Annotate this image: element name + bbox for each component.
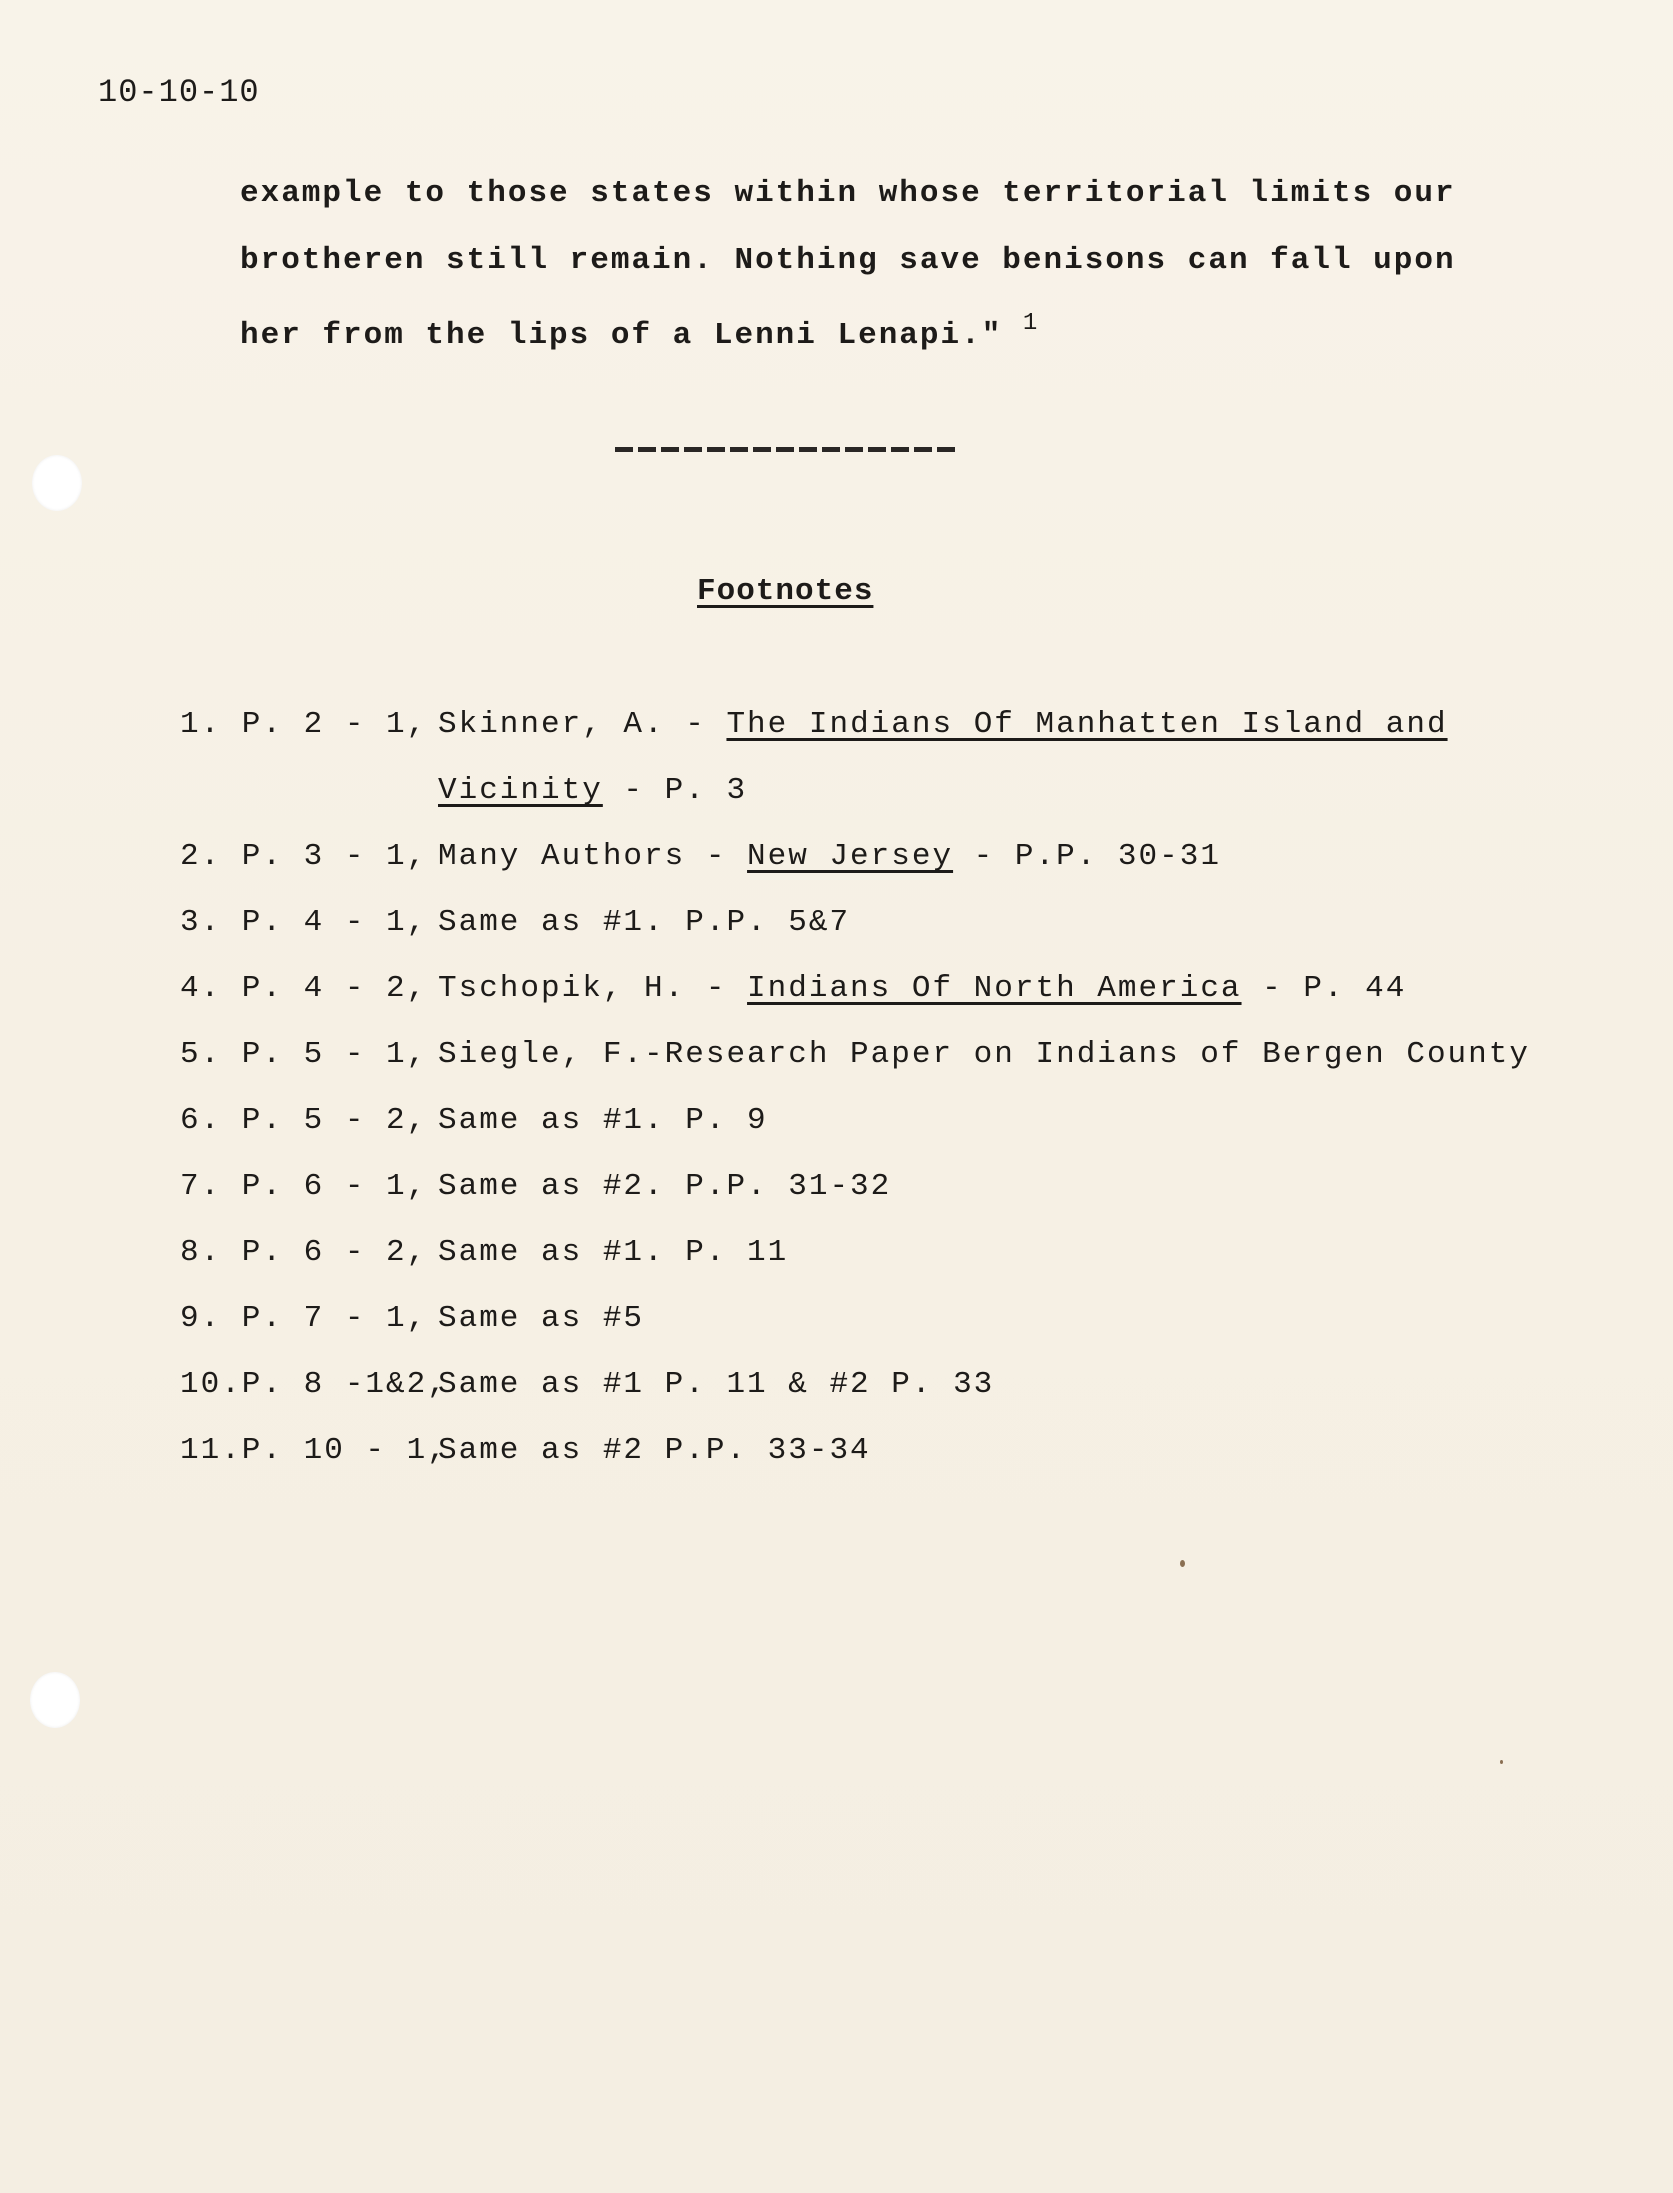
footnote-entry bbox=[180, 971, 1406, 1006]
footnote-entry bbox=[180, 1235, 788, 1270]
footnote-text: Same as #2. P.P. 31-32 bbox=[438, 1169, 892, 1204]
footnote-title: The Indians Of Manhatten Island and bbox=[726, 707, 1448, 742]
page-header-code: 10-10-10 bbox=[98, 74, 260, 111]
paragraph-line-text: her from the lips of a Lenni Lenapi." bbox=[240, 318, 1003, 353]
footnotes-heading: Footnotes bbox=[697, 574, 874, 609]
footnote-text: Same as #1 P. 11 & #2 P. 33 bbox=[438, 1367, 995, 1402]
footnote-text: - P. 44 bbox=[1241, 971, 1407, 1006]
footnote-text: Siegle, F.-Research Paper on Indians of Bergen County bbox=[438, 1037, 1530, 1072]
footnote-entry bbox=[180, 773, 747, 808]
paper-fleck bbox=[1500, 1760, 1503, 1764]
footnote-entry bbox=[180, 1103, 768, 1138]
footnote-text: Same as #1. P.P. 5&7 bbox=[438, 905, 851, 940]
footnote-title: New Jersey bbox=[747, 839, 954, 874]
punch-hole-top bbox=[32, 455, 82, 511]
footnote-number: 9. P. 7 - 1, bbox=[180, 1301, 428, 1336]
footnote-entry bbox=[180, 905, 850, 940]
footnote-title: Vicinity bbox=[438, 773, 603, 808]
footnote-title: Indians Of North America bbox=[747, 971, 1242, 1006]
footnote-entry bbox=[180, 707, 1448, 742]
footnote-entry bbox=[180, 1433, 871, 1468]
paragraph-line: example to those states within whose territorial limits our bbox=[240, 176, 1456, 211]
paragraph-line bbox=[240, 310, 1039, 353]
footnote-number: 7. P. 6 - 1, bbox=[180, 1169, 428, 1204]
footnote-number: 4. P. 4 - 2, bbox=[180, 971, 428, 1006]
footnote-number: 11.P. 10 - 1, bbox=[180, 1433, 448, 1468]
footnote-text: Same as #1. P. 11 bbox=[438, 1235, 789, 1270]
footnote-text: Skinner, A. - bbox=[438, 707, 727, 742]
footnote-entry bbox=[180, 839, 1221, 874]
punch-hole-bottom bbox=[30, 1672, 80, 1728]
footnote-text: - P. 3 bbox=[602, 773, 748, 808]
footnote-entry bbox=[180, 1301, 644, 1336]
paragraph-line: brotheren still remain. Nothing save benisons can fall upon bbox=[240, 243, 1456, 278]
footnote-text: Same as #5 bbox=[438, 1301, 645, 1336]
footnote-text: Same as #1. P. 9 bbox=[438, 1103, 768, 1138]
footnote-text: Same as #2 P.P. 33-34 bbox=[438, 1433, 871, 1468]
footnote-number: 2. P. 3 - 1, bbox=[180, 839, 428, 874]
footnote-number: 1. P. 2 - 1, bbox=[180, 707, 428, 742]
footnote-entry bbox=[180, 1367, 994, 1402]
separator-dashes bbox=[615, 447, 960, 452]
footnote-number: 6. P. 5 - 2, bbox=[180, 1103, 428, 1138]
paper-fleck bbox=[1180, 1560, 1185, 1567]
footnote-entry bbox=[180, 1037, 1530, 1072]
footnote-number: 3. P. 4 - 1, bbox=[180, 905, 428, 940]
footnote-text: Tschopik, H. - bbox=[438, 971, 748, 1006]
footnote-number: 5. P. 5 - 1, bbox=[180, 1037, 428, 1072]
footnote-text: Many Authors - bbox=[438, 839, 748, 874]
footnote-number: 10.P. 8 -1&2, bbox=[180, 1367, 448, 1402]
footnote-text: - P.P. 30-31 bbox=[953, 839, 1221, 874]
footnote-entry bbox=[180, 1169, 891, 1204]
footnote-number: 8. P. 6 - 2, bbox=[180, 1235, 428, 1270]
footnote-reference: 1 bbox=[1022, 310, 1040, 337]
